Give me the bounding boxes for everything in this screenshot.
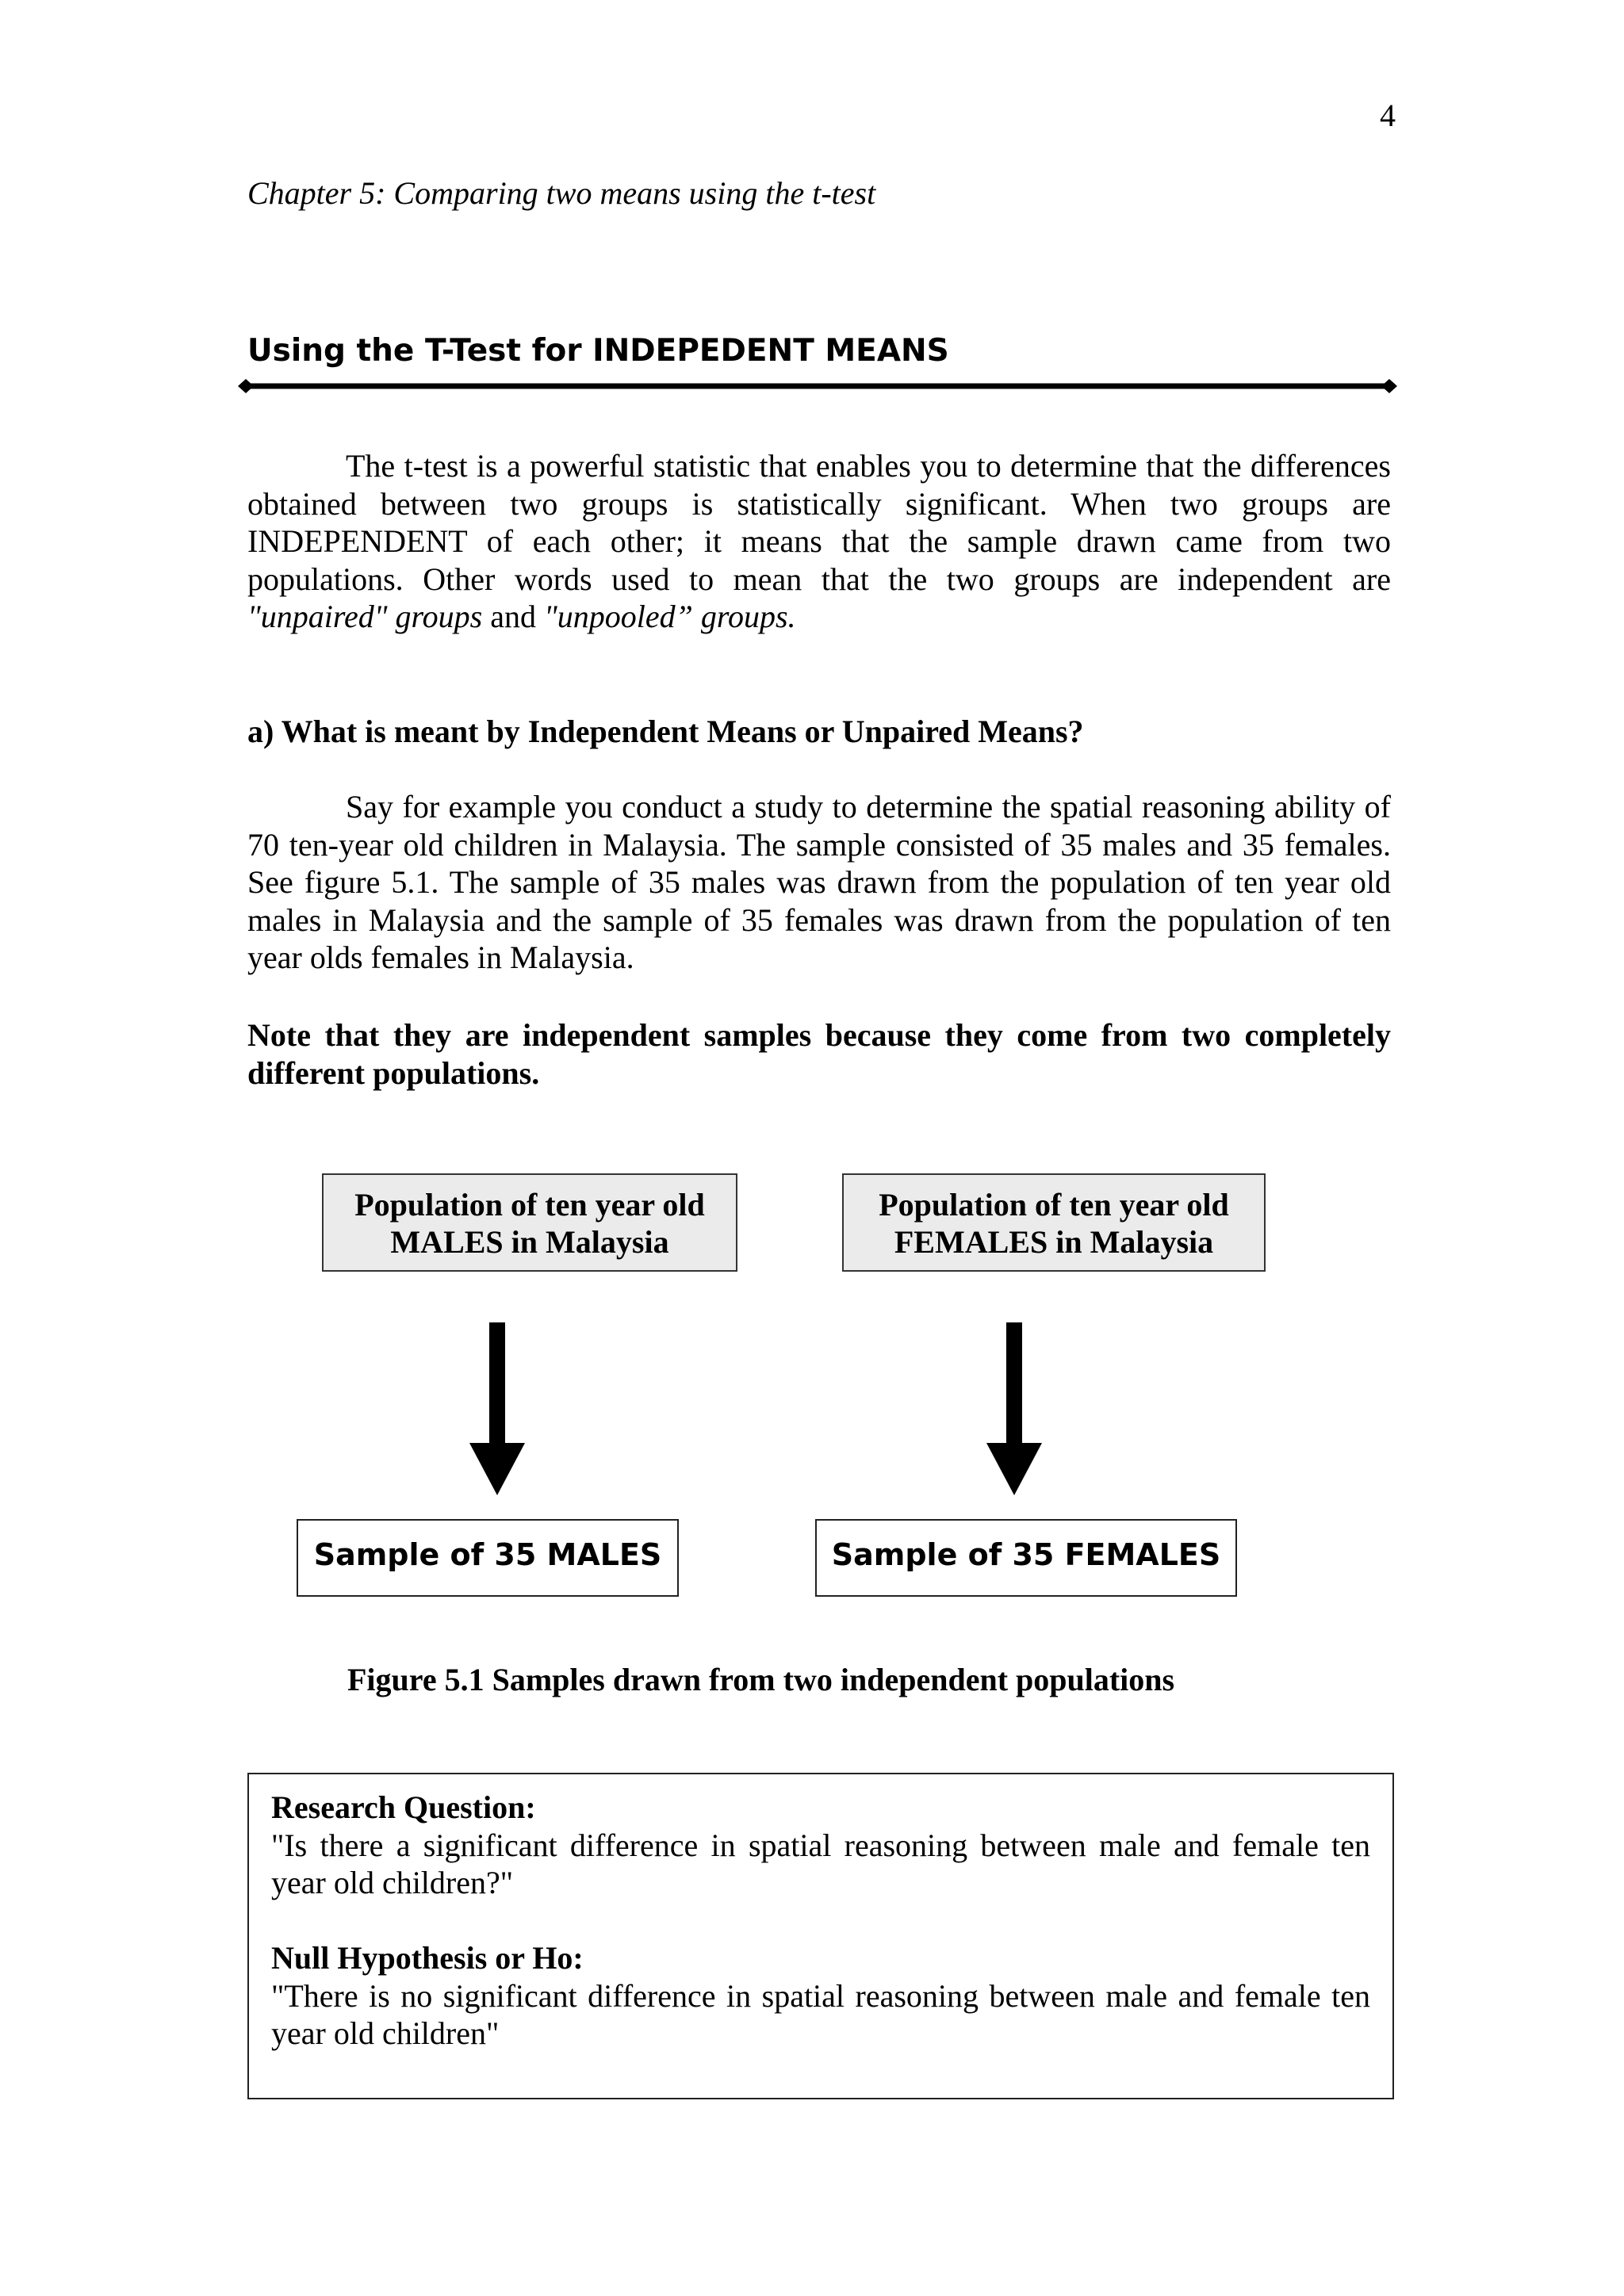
null-hypothesis-label: Null Hypothesis or Ho: xyxy=(271,1940,584,1976)
down-arrow-icon xyxy=(469,1322,525,1497)
subsection-heading: a) What is meant by Independent Means or Unpaired Means? xyxy=(247,714,1084,749)
research-question-label: Research Question: xyxy=(271,1789,536,1825)
population-males-box xyxy=(322,1173,737,1272)
heading-underline-rule xyxy=(238,376,1397,396)
intro-text: The t-test is a powerful statistic that enables you to determine that the differences obtained between two groups is statistically significant. When two groups are INDEPENDENT of each other; it means that the sample drawn came from two populations. Other words used to mean that the two groups are independent are xyxy=(247,448,1391,597)
sample-females-box: Sample of 35 FEMALES xyxy=(815,1519,1237,1597)
intro-and: and xyxy=(482,599,544,634)
figure-caption: Figure 5.1 Samples drawn from two independent populations xyxy=(347,1662,1175,1697)
section-heading: Using the T-Test for INDEPEDENT MEANS xyxy=(247,333,949,369)
population-males-line1: Population of ten year old xyxy=(354,1187,705,1223)
research-question-text: "Is there a significant difference in spatial reasoning between male and female ten year old children?" xyxy=(271,1827,1370,1900)
chapter-title: Chapter 5: Comparing two means using the t-test xyxy=(247,175,876,211)
example-paragraph: Say for example you conduct a study to determine the spatial reasoning ability of 70 ten-year old children in Malaysia. The sample consisted of 35 males and 35 females. See figure 5.1. The sample of 35 males was drawn from the population of ten year old males in Malaysia and the sample of 35 females was drawn from the population of ten year olds females in Malaysia. xyxy=(247,789,1391,975)
page-number: 4 xyxy=(1380,98,1396,133)
intro-italic-unpaired: "unpaired" groups xyxy=(247,599,483,634)
population-females-line2: FEMALES in Malaysia xyxy=(894,1224,1214,1260)
independence-note: Note that they are independent samples because they come from two completely different populations. xyxy=(247,1017,1391,1091)
population-females-line1: Population of ten year old xyxy=(879,1187,1229,1223)
research-question-box xyxy=(247,1773,1394,2099)
sample-males-box: Sample of 35 MALES xyxy=(297,1519,679,1597)
null-hypothesis-text: "There is no significant difference in spatial reasoning between male and female ten year old children" xyxy=(271,1977,1370,2051)
down-arrow-icon xyxy=(986,1322,1042,1497)
population-females-box xyxy=(842,1173,1266,1272)
population-males-line2: MALES in Malaysia xyxy=(390,1224,669,1260)
intro-italic-unpooled: "unpooled” groups. xyxy=(543,599,796,634)
intro-paragraph xyxy=(247,447,1391,636)
